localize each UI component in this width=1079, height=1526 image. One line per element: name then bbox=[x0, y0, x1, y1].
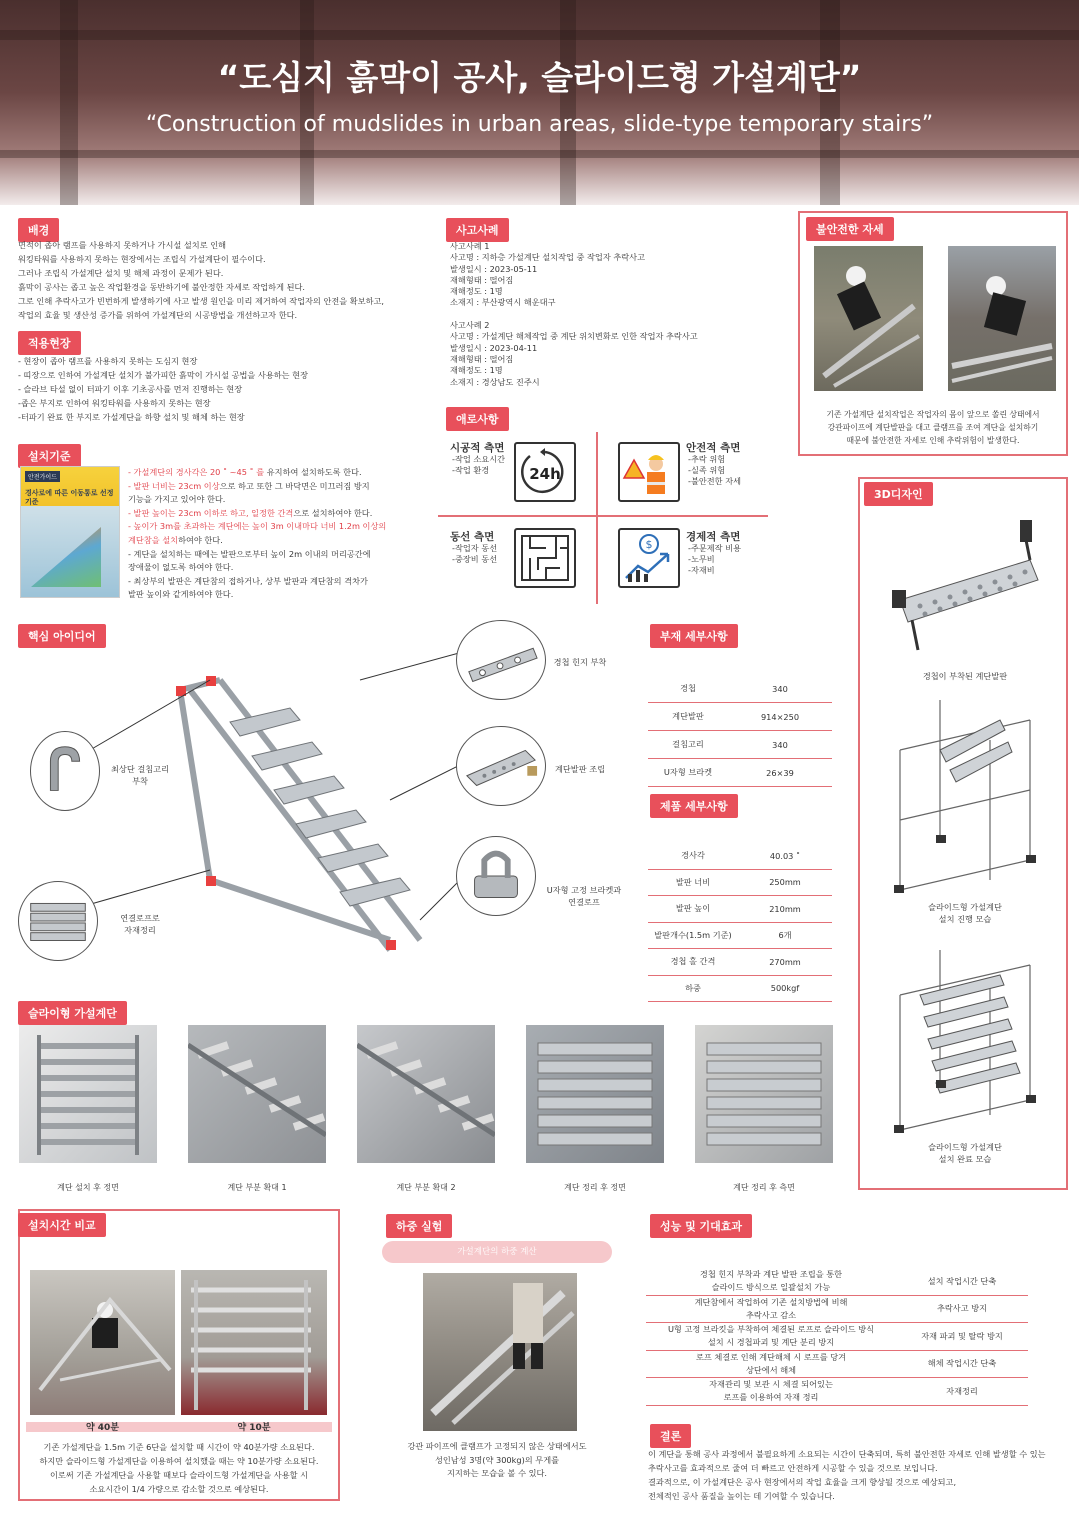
perf-line: 설치 시 경첩파괴 및 계단 분리 방지 bbox=[707, 1337, 835, 1348]
perf-cell-effect: 설치 작업시간 단축 bbox=[927, 1275, 997, 1286]
svg-text:24h: 24h bbox=[529, 465, 561, 483]
time-photo-slide bbox=[181, 1270, 327, 1415]
table-cell-name: 걸침고리 bbox=[672, 739, 704, 749]
standard-text bbox=[128, 466, 386, 602]
table-row bbox=[648, 923, 832, 950]
standard-line bbox=[128, 466, 386, 480]
standard-text-segment: 장애물이 없도록 하여야 한다. bbox=[128, 562, 234, 573]
section-tag-product: 제품 세부사항 bbox=[650, 794, 738, 818]
standard-text-segment: 유지하여 설치하도록 한다. bbox=[264, 467, 362, 477]
section-tag-application: 적용현장 bbox=[18, 331, 81, 355]
difficulty-title: 경제적 측면 bbox=[686, 531, 741, 543]
accident-cases: 사고사례 1 사고명 : 지하층 가설계단 설치작업 중 작업자 추락사고 발생일시 : 2023-05-11 재해형태 : 떨어짐 재해정도 : 1명 소재지 : 부산광역시 해운대구 사고사례 2 사고명 : 가설계단 해체작업 중 계단 위치변화로 인한 작업자 추락사고 발생일시 : 2023-04-11 재해형태 : 떨어짐 재해정도 : 1명 소재지 : 경상남도 진주시 bbox=[450, 241, 698, 387]
step-callout-image bbox=[456, 726, 546, 806]
perf-line: 계단참에서 작업하여 기존 설치방법에 비해 bbox=[694, 1296, 848, 1307]
table-cell-name: 발판 너비 bbox=[675, 876, 711, 887]
safety-worker-icon bbox=[618, 442, 680, 502]
section-tag-slide: 슬라이형 가설계단 bbox=[18, 1001, 127, 1025]
table-cell-value: 914×250 bbox=[760, 711, 800, 722]
grid-divider-vertical bbox=[596, 432, 598, 604]
page-title-korean: “도심지 흙막이 공사, 슬라이드형 가설계단” bbox=[217, 58, 862, 97]
table-cell-value: 270mm bbox=[769, 956, 801, 967]
3d-stair-complete bbox=[880, 935, 1050, 1135]
standard-line bbox=[128, 534, 386, 548]
section-tag-performance: 성능 및 기대효과 bbox=[650, 1214, 752, 1238]
unsafe-photo-1 bbox=[814, 246, 923, 391]
standard-line bbox=[128, 588, 386, 602]
3d-step-with-hinge bbox=[880, 510, 1050, 660]
load-test-photo bbox=[423, 1273, 577, 1431]
grid-divider-horizontal bbox=[438, 515, 768, 517]
standard-text-segment: - 발판 너비는 23cm 이상 bbox=[128, 480, 220, 491]
time-slide-value: 약 10분 bbox=[237, 1423, 271, 1433]
3d-caption-3: 슬라이드형 가설계단 설치 완료 모습 bbox=[928, 1142, 1002, 1164]
table-row bbox=[648, 976, 832, 1003]
table-cell-name: 경첩 bbox=[680, 683, 696, 693]
callout-label-hook: 최상단 걸침고리 부착 bbox=[111, 764, 169, 786]
table-row bbox=[648, 843, 832, 870]
section-tag-background: 배경 bbox=[18, 218, 59, 242]
hook-callout-image bbox=[30, 731, 100, 811]
table-row bbox=[648, 949, 832, 976]
perf-line: 추락사고 감소 bbox=[745, 1309, 797, 1320]
unsafe-caption: 기존 가설계단 설치작업은 작업자의 몸이 앞으로 쏠린 상태에서 강관파이프에 계단발판을 대고 클램프를 조여 계단을 설치하기 때문에 불안전한 자세로 인해 추락위험이 발생한다. bbox=[826, 410, 1040, 445]
slide-photo bbox=[19, 1025, 157, 1163]
section-tag-load: 하중 실험 bbox=[386, 1214, 452, 1238]
conclusion-text: 이 계단을 통해 공사 과정에서 불필요하게 소요되는 시간이 단축되며, 특히 불안전한 자세로 인해 발생할 수 있는 추락사고를 효과적으로 줄여 더 빠르고 안전하게 시공할 수 있을 것으로 보입니다. 결과적으로, 이 가설계단은 공사 현장에서의 작업 효율을 크게 향상될 것으로 예상되고, 전체적인 공사 품질을 높이는 데 기여할 수 있습니다. bbox=[648, 1449, 1046, 1501]
table-cell-value: 340 bbox=[772, 683, 788, 694]
table-cell-name: 경사각 bbox=[681, 850, 705, 861]
section-tag-core: 핵심 아이디어 bbox=[18, 624, 106, 648]
guide-book-cover: 안전가이드 경사로에 따른 이동통로 선정 기준 bbox=[20, 466, 120, 598]
table-cell-value: 6개 bbox=[778, 929, 792, 940]
callout-label-hinge: 경첩 힌지 부착 bbox=[553, 657, 607, 667]
slide-photo-caption: 계단 정리 후 정면 bbox=[564, 1183, 626, 1192]
perf-cell-effect: 자재정리 bbox=[946, 1385, 978, 1396]
section-tag-time: 설치시간 비교 bbox=[18, 1213, 106, 1237]
table-cell-value: 210mm bbox=[769, 903, 801, 914]
hinge-callout-image bbox=[456, 620, 546, 700]
standard-line bbox=[128, 561, 386, 575]
table-row bbox=[648, 870, 832, 897]
slide-photo bbox=[188, 1025, 326, 1163]
perf-cell-description bbox=[646, 1268, 896, 1294]
unsafe-photo-2 bbox=[948, 246, 1056, 391]
slide-photo bbox=[357, 1025, 495, 1163]
table-row bbox=[648, 675, 832, 703]
section-tag-standard: 설치기준 bbox=[18, 444, 81, 468]
section-tag-accidents: 사고사례 bbox=[446, 218, 509, 242]
table-row bbox=[646, 1268, 1028, 1296]
perf-cell-effect: 해체 작업시간 단축 bbox=[927, 1358, 997, 1369]
standard-text-segment: - 높이가 3m를 초과하는 계단에는 높이 3m 이내마다 너비 1.2m 이상의 bbox=[128, 521, 387, 532]
difficulty-lines: -추락 위험 -실족 위험 -불안전한 자세 bbox=[688, 454, 742, 486]
table-cell-name: 발판 높이 bbox=[675, 903, 711, 914]
perf-line: 자재관리 및 보관 시 체결 되어있는 bbox=[709, 1379, 833, 1390]
perf-cell-description bbox=[646, 1351, 896, 1377]
table-cell-name: 하중 bbox=[685, 982, 701, 993]
perf-line: U형 고정 브라킷을 부착하여 체결된 로프로 슬라이드 방식 bbox=[667, 1324, 875, 1335]
difficulty-lines: -작업자 동선 -중장비 동선 bbox=[452, 543, 498, 564]
standard-line bbox=[128, 507, 386, 521]
difficulty-title: 동선 측면 bbox=[450, 531, 495, 543]
perf-line: 로프를 이용하여 자재 정리 bbox=[723, 1392, 819, 1403]
table-row bbox=[648, 759, 832, 787]
perf-cell-description bbox=[646, 1296, 896, 1322]
standard-text-segment: - 계단을 설치하는 때에는 발판으로부터 높이 2m 이내의 머리공간에 bbox=[128, 548, 371, 559]
difficulty-title: 시공적 측면 bbox=[450, 442, 505, 454]
difficulty-lines: -주문제작 비용 -노무비 -자재비 bbox=[688, 543, 742, 575]
standard-text-segment: 발판 높이와 같게하여야 한다. bbox=[128, 589, 234, 600]
table-row bbox=[648, 896, 832, 923]
standard-text-segment: - 최상부의 발판은 계단참의 접하거나, 상부 발판과 계단참의 격차가 bbox=[128, 575, 368, 586]
slide-photo bbox=[695, 1025, 833, 1163]
time-existing-value: 약 40분 bbox=[85, 1423, 120, 1433]
callout-label-bracket: U자형 고정 브라켓과 연결로프 bbox=[546, 885, 622, 907]
standard-line bbox=[128, 493, 386, 507]
page-title-english: “Construction of mudslides in urban areas, slide-type temporary stairs” bbox=[145, 112, 934, 137]
table-cell-value: 500kgf bbox=[770, 983, 800, 994]
background-text: 면적이 좁아 램프를 사용하지 못하거나 가시설 설치로 인해 워킹타워를 사용하지 못하는 현장에서는 조립식 가설계단이 필수이다. 그러나 조립식 가설계단 설치 및 해체 과정이 문제가 된다. 흙막이 공사는 좁고 높은 작업환경을 동반하기에 불안정한 자세로 작업하게 된다. 그로 인해 추락사고가 빈번하게 발생하기에 사고 발생 원인을 미리 제거하여 작업자의 안전을 확보하고, 작업의 효율 및 생산성 증가를 위하여 가설계단의 시공방법을 개선하고자 한다. bbox=[18, 240, 385, 320]
load-test-text: 강관 파이프에 클램프가 고정되지 않은 상태에서도 성인남성 3명(약 300kg)의 무게를 지지하는 모습을 볼 수 있다. bbox=[407, 1441, 587, 1478]
table-row bbox=[646, 1296, 1028, 1324]
perf-line: 슬라이드 방식으로 일괄설치 가능 bbox=[711, 1282, 831, 1293]
header-banner bbox=[0, 0, 1079, 205]
standard-line bbox=[128, 520, 386, 534]
perf-line: 경첩 힌지 부착과 계단 발판 조립을 통한 bbox=[699, 1269, 843, 1280]
difficulty-title: 안전적 측면 bbox=[686, 442, 741, 454]
table-cell-value: 250mm bbox=[769, 877, 801, 888]
section-tag-unsafe: 불안전한 자세 bbox=[806, 217, 894, 241]
slide-photo-caption: 계단 부분 확대 1 bbox=[227, 1183, 287, 1192]
table-cell-value: 26×39 bbox=[766, 767, 794, 778]
section-tag-3d: 3D디자인 bbox=[864, 482, 933, 506]
section-tag-parts: 부재 세부사항 bbox=[650, 624, 738, 648]
table-cell-name: 경첩 홀 간격 bbox=[670, 956, 716, 967]
perf-line: 상단에서 해체 bbox=[745, 1364, 797, 1375]
table-cell-name: U자형 브라켓 bbox=[663, 767, 713, 777]
time-photo-existing bbox=[30, 1270, 175, 1415]
svg-text:$: $ bbox=[645, 538, 653, 551]
standard-text-segment: 계단참을 설치 bbox=[128, 534, 179, 545]
perf-cell-effect: 추락사고 방지 bbox=[936, 1303, 988, 1314]
perf-cell-effect: 자재 파괴 및 탈락 방지 bbox=[921, 1330, 1003, 1341]
table-row bbox=[646, 1351, 1028, 1379]
standard-text-segment: - 발판 높이는 23cm 이하로 하고, 일정한 간격 bbox=[128, 507, 294, 518]
callout-label-rope: 연결로프로 자재정리 bbox=[120, 913, 160, 935]
rising-cost-icon bbox=[618, 528, 680, 588]
standard-text-segment: 으로 설치하여야 한다. bbox=[293, 507, 373, 518]
table-cell-name: 발판개수(1.5m 기준) bbox=[654, 929, 732, 940]
load-header: 가설계단의 하중 계산 bbox=[382, 1241, 612, 1263]
rope-callout-image bbox=[18, 881, 98, 961]
standard-text-segment: 으로 하고 또한 그 바닥면은 미끄러짐 방지 bbox=[219, 480, 370, 491]
application-text: - 현장이 좁아 램프를 사용하지 못하는 도심지 현장 - 띠장으로 인하여 가설계단 설치가 불가피한 흙막이 가시설 공법을 사용하는 현장 - 슬라브 타설 없이 터파기 이후 기초공사를 먼저 진행하는 현장 -좁은 부지로 인하여 워킹타워를 사용하지 못하는 현장 -터파기 완료 한 부지로 가설계단을 하향 설치 및 해체 하는 현장 bbox=[18, 356, 308, 422]
table-cell-value: 340 bbox=[772, 739, 788, 750]
section-tag-conclusion: 결론 bbox=[650, 1424, 691, 1448]
time-compare-text: 기존 가설계단을 1.5m 기준 6단을 설치할 때 시간이 약 40분가량 소요된다. 하지만 슬라이드형 가설계단을 이용하여 설치했을 때는 약 10분가량 소요된다. 이로써 기존 가설계단을 사용할 때보다 슬라이드형 가설계단을 사용할 시 소요시간이 1/4 가량으로 감소할 것으로 예상된다. bbox=[39, 1442, 319, 1494]
standard-line bbox=[128, 575, 386, 589]
standard-text-segment: 하여야 한다. bbox=[178, 534, 223, 545]
perf-cell-description bbox=[646, 1378, 896, 1404]
table-cell-name: 계단발판 bbox=[672, 711, 704, 721]
bracket-callout-image bbox=[456, 836, 536, 916]
3d-caption-2: 슬라이드형 가설계단 설치 진행 모습 bbox=[928, 902, 1002, 924]
table-cell-value: 40.03 ˚ bbox=[769, 850, 801, 861]
perf-cell-description bbox=[646, 1323, 896, 1349]
table-row bbox=[648, 703, 832, 731]
standard-text-segment: 기능을 가지고 있어야 한다. bbox=[128, 494, 226, 505]
table-row bbox=[648, 731, 832, 759]
maze-icon bbox=[514, 528, 576, 588]
difficulty-lines: -작업 소요시간 -작업 환경 bbox=[452, 454, 506, 475]
perf-line: 로프 체결로 인해 계단해체 시 로프를 당겨 bbox=[695, 1351, 847, 1362]
standard-line bbox=[128, 548, 386, 562]
slide-photo-caption: 계단 정리 후 측면 bbox=[733, 1183, 795, 1192]
clock-24h-icon bbox=[514, 442, 576, 502]
table-row bbox=[646, 1378, 1028, 1406]
table-row bbox=[646, 1323, 1028, 1351]
3d-stair-in-progress bbox=[880, 690, 1050, 895]
section-tag-difficulties: 애로사항 bbox=[446, 407, 509, 431]
3d-caption-1: 경첩이 부착된 계단발판 bbox=[922, 671, 1008, 681]
callout-label-step: 계단발판 조립 bbox=[554, 764, 606, 774]
standard-line bbox=[128, 480, 386, 494]
slide-photo-caption: 계단 설치 후 정면 bbox=[57, 1183, 119, 1192]
standard-text-segment: - 가설계단의 경사각은 20 ˚ ~45 ˚ 를 bbox=[128, 467, 265, 477]
slide-photo bbox=[526, 1025, 664, 1163]
slide-photo-caption: 계단 부분 확대 2 bbox=[396, 1183, 456, 1192]
